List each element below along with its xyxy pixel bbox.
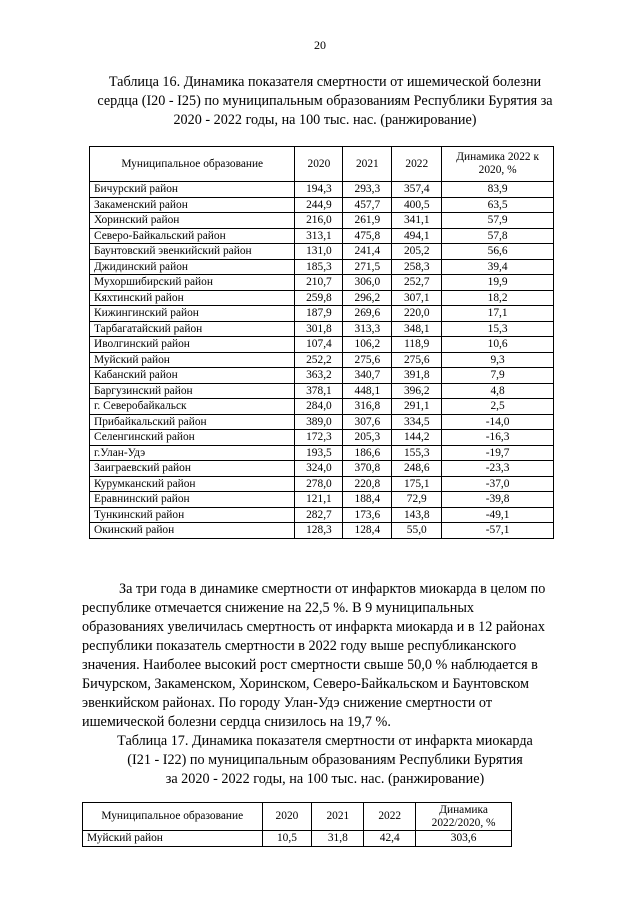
cell-dynamics: 57,8 [442, 228, 554, 244]
cell-dynamics: -57,1 [442, 523, 554, 539]
table-row [90, 259, 554, 275]
cell-2020: 259,8 [295, 290, 343, 306]
cell-2021: 296,2 [343, 290, 392, 306]
cell-2022: 220,0 [392, 306, 442, 322]
cell-2022: 400,5 [392, 197, 442, 213]
page-number: 20 [314, 38, 326, 52]
cell-2020: 185,3 [295, 259, 343, 275]
cell-municipality: Мухоршибирский район [90, 275, 295, 291]
cell-2022: 307,1 [392, 290, 442, 306]
cell-municipality: Тарбагатайский район [90, 321, 295, 337]
table-row [90, 321, 554, 337]
cell-municipality: Окинский район [90, 523, 295, 539]
cell-municipality: Иволгинский район [90, 337, 295, 353]
cell-2021: 269,6 [343, 306, 392, 322]
cell-dynamics: 57,9 [442, 213, 554, 229]
header-dynamics: Динамика 2022 к 2020, % [442, 147, 554, 182]
cell-2020: 252,2 [295, 352, 343, 368]
table-row [90, 445, 554, 461]
table-row [90, 430, 554, 446]
caption-line: за 2020 - 2022 годы, на 100 тыс. нас. (ранжирование) [165, 771, 485, 787]
cell-2020: 131,0 [295, 244, 343, 260]
cell-municipality: Муйский район [83, 831, 263, 847]
cell-2022: 175,1 [392, 476, 442, 492]
cell-2022: 341,1 [392, 213, 442, 229]
cell-2020: 301,8 [295, 321, 343, 337]
cell-municipality: Кабанский район [90, 368, 295, 384]
table-row [90, 507, 554, 523]
cell-2020: 10,5 [262, 831, 312, 847]
header-2020: 2020 [295, 147, 343, 182]
cell-municipality: Курумканский район [90, 476, 295, 492]
cell-municipality: Северо-Байкальский район [90, 228, 295, 244]
cell-municipality: Прибайкальский район [90, 414, 295, 430]
cell-municipality: Баунтовский эвенкийский район [90, 244, 295, 260]
cell-dynamics: 18,2 [442, 290, 554, 306]
cell-2022: 55,0 [392, 523, 442, 539]
table-16-caption [70, 73, 580, 130]
cell-dynamics: 56,6 [442, 244, 554, 260]
cell-dynamics: 39,4 [442, 259, 554, 275]
table-17-caption [70, 732, 580, 789]
cell-2022: 205,2 [392, 244, 442, 260]
paragraph-line: эвенкийском районах. По городу Улан-Удэ снижение смертности от [82, 695, 493, 711]
cell-2020: 324,0 [295, 461, 343, 477]
cell-municipality: Баргузинский район [90, 383, 295, 399]
table-row [90, 197, 554, 213]
table-row [90, 244, 554, 260]
cell-2022: 118,9 [392, 337, 442, 353]
cell-2021: 241,4 [343, 244, 392, 260]
table-row [90, 290, 554, 306]
cell-municipality: Заиграевский район [90, 461, 295, 477]
paragraph-line: республики показатель смертности в 2022 году выше республиканского [82, 638, 517, 654]
table-row [90, 213, 554, 229]
header-municipality: Муниципальное образование [83, 803, 263, 831]
table-row [90, 228, 554, 244]
cell-2021: 275,6 [343, 352, 392, 368]
cell-2022: 291,1 [392, 399, 442, 415]
cell-dynamics: 2,5 [442, 399, 554, 415]
cell-municipality: Джидинский район [90, 259, 295, 275]
cell-municipality: Кижингинский район [90, 306, 295, 322]
cell-2020: 313,1 [295, 228, 343, 244]
caption-line: (I21 - I22) по муниципальным образованиям Республики Бурятия [127, 752, 523, 768]
table-row [90, 414, 554, 430]
cell-2021: 448,1 [343, 383, 392, 399]
table-17 [82, 802, 512, 847]
header-2022: 2022 [392, 147, 442, 182]
caption-line: Таблица 16. Динамика показателя смертности от ишемической болезни [108, 74, 542, 90]
cell-2020: 244,9 [295, 197, 343, 213]
cell-2020: 210,7 [295, 275, 343, 291]
table-16-body [90, 182, 554, 539]
cell-2021: 293,3 [343, 182, 392, 198]
cell-2020: 194,3 [295, 182, 343, 198]
cell-2022: 258,3 [392, 259, 442, 275]
cell-municipality: Бичурский район [90, 182, 295, 198]
cell-2021: 205,3 [343, 430, 392, 446]
cell-2021: 457,7 [343, 197, 392, 213]
cell-2021: 106,2 [343, 337, 392, 353]
cell-2022: 42,4 [364, 831, 416, 847]
cell-2021: 306,0 [343, 275, 392, 291]
caption-line: Таблица 17. Динамика показателя смертности от инфаркта миокарда [117, 733, 533, 749]
cell-dynamics: 7,9 [442, 368, 554, 384]
cell-2021: 173,6 [343, 507, 392, 523]
cell-municipality: г.Улан-Удэ [90, 445, 295, 461]
header-dynamics: Динамика 2022/2020, % [416, 803, 512, 831]
cell-2020: 378,1 [295, 383, 343, 399]
header-2020: 2020 [262, 803, 312, 831]
paragraph-line: значения. Наиболее высокий рост смертности свыше 50,0 % наблюдается в [82, 657, 538, 673]
cell-2022: 494,1 [392, 228, 442, 244]
table-row [90, 523, 554, 539]
cell-2020: 282,7 [295, 507, 343, 523]
table-row [90, 337, 554, 353]
cell-2021: 220,8 [343, 476, 392, 492]
cell-2021: 307,6 [343, 414, 392, 430]
cell-municipality: Тункинский район [90, 507, 295, 523]
body-paragraph [82, 580, 574, 732]
cell-2021: 370,8 [343, 461, 392, 477]
cell-2022: 348,1 [392, 321, 442, 337]
table-row [90, 461, 554, 477]
cell-2020: 121,1 [295, 492, 343, 508]
paragraph-line: ишемической болезни сердца снизилось на 19,7 %. [82, 714, 391, 730]
cell-dynamics: 10,6 [442, 337, 554, 353]
cell-2021: 313,3 [343, 321, 392, 337]
caption-line: сердца (I20 - I25) по муниципальным образованиям Республики Бурятия за [97, 93, 553, 109]
cell-municipality: Хоринский район [90, 213, 295, 229]
cell-2021: 271,5 [343, 259, 392, 275]
header-municipality: Муниципальное образование [90, 147, 295, 182]
cell-2020: 278,0 [295, 476, 343, 492]
table-row [90, 182, 554, 198]
table-row [90, 476, 554, 492]
table-header-row [83, 803, 512, 831]
header-2021: 2021 [312, 803, 364, 831]
table-row [90, 352, 554, 368]
table-row [90, 383, 554, 399]
table-row [90, 368, 554, 384]
cell-2022: 248,6 [392, 461, 442, 477]
caption-line: 2020 - 2022 годы, на 100 тыс. нас. (ранжирование) [173, 112, 477, 128]
cell-municipality: Муйский район [90, 352, 295, 368]
table-row [90, 306, 554, 322]
paragraph-line: образованиях увеличилась смертность от инфаркта миокарда и в 12 районах [82, 619, 545, 635]
table-header-row [90, 147, 554, 182]
cell-dynamics: -39,8 [442, 492, 554, 508]
cell-2021: 475,8 [343, 228, 392, 244]
cell-2020: 363,2 [295, 368, 343, 384]
paragraph-line: За три года в динамике смертности от инфарктов миокарда в целом по [119, 581, 546, 597]
cell-2022: 252,7 [392, 275, 442, 291]
paragraph-line: Бичурском, Закаменском, Хоринском, Северо-Байкальском и Баунтовском [82, 676, 529, 692]
cell-dynamics: -23,3 [442, 461, 554, 477]
cell-municipality: г. Северобайкальск [90, 399, 295, 415]
cell-2022: 144,2 [392, 430, 442, 446]
cell-dynamics: 63,5 [442, 197, 554, 213]
cell-2021: 186,6 [343, 445, 392, 461]
cell-2020: 128,3 [295, 523, 343, 539]
table-row [90, 275, 554, 291]
cell-dynamics: 4,8 [442, 383, 554, 399]
cell-2021: 261,9 [343, 213, 392, 229]
cell-2020: 389,0 [295, 414, 343, 430]
table-row [83, 831, 512, 847]
cell-2022: 334,5 [392, 414, 442, 430]
cell-2020: 107,4 [295, 337, 343, 353]
cell-2022: 391,8 [392, 368, 442, 384]
cell-2022: 143,8 [392, 507, 442, 523]
cell-municipality: Кяхтинский район [90, 290, 295, 306]
cell-2022: 275,6 [392, 352, 442, 368]
cell-municipality: Еравнинский район [90, 492, 295, 508]
cell-dynamics: 303,6 [416, 831, 512, 847]
cell-dynamics: 15,3 [442, 321, 554, 337]
cell-2022: 357,4 [392, 182, 442, 198]
table-row [90, 399, 554, 415]
table-17-body [83, 831, 512, 847]
cell-dynamics: 19,9 [442, 275, 554, 291]
cell-dynamics: -49,1 [442, 507, 554, 523]
cell-2022: 72,9 [392, 492, 442, 508]
cell-2021: 128,4 [343, 523, 392, 539]
cell-dynamics: 9,3 [442, 352, 554, 368]
cell-2021: 188,4 [343, 492, 392, 508]
cell-2022: 396,2 [392, 383, 442, 399]
header-2021: 2021 [343, 147, 392, 182]
cell-2022: 155,3 [392, 445, 442, 461]
cell-municipality: Закаменский район [90, 197, 295, 213]
cell-2021: 340,7 [343, 368, 392, 384]
cell-2020: 284,0 [295, 399, 343, 415]
cell-2021: 316,8 [343, 399, 392, 415]
cell-2020: 172,3 [295, 430, 343, 446]
table-row [90, 492, 554, 508]
cell-municipality: Селенгинский район [90, 430, 295, 446]
cell-2021: 31,8 [312, 831, 364, 847]
cell-dynamics: 83,9 [442, 182, 554, 198]
cell-dynamics: -16,3 [442, 430, 554, 446]
cell-dynamics: -37,0 [442, 476, 554, 492]
cell-dynamics: 17,1 [442, 306, 554, 322]
paragraph-line: республике отмечается снижение на 22,5 %. В 9 муниципальных [82, 600, 474, 616]
cell-dynamics: -14,0 [442, 414, 554, 430]
cell-dynamics: -19,7 [442, 445, 554, 461]
header-2022: 2022 [364, 803, 416, 831]
cell-2020: 193,5 [295, 445, 343, 461]
cell-2020: 187,9 [295, 306, 343, 322]
table-16 [89, 146, 554, 539]
cell-2020: 216,0 [295, 213, 343, 229]
